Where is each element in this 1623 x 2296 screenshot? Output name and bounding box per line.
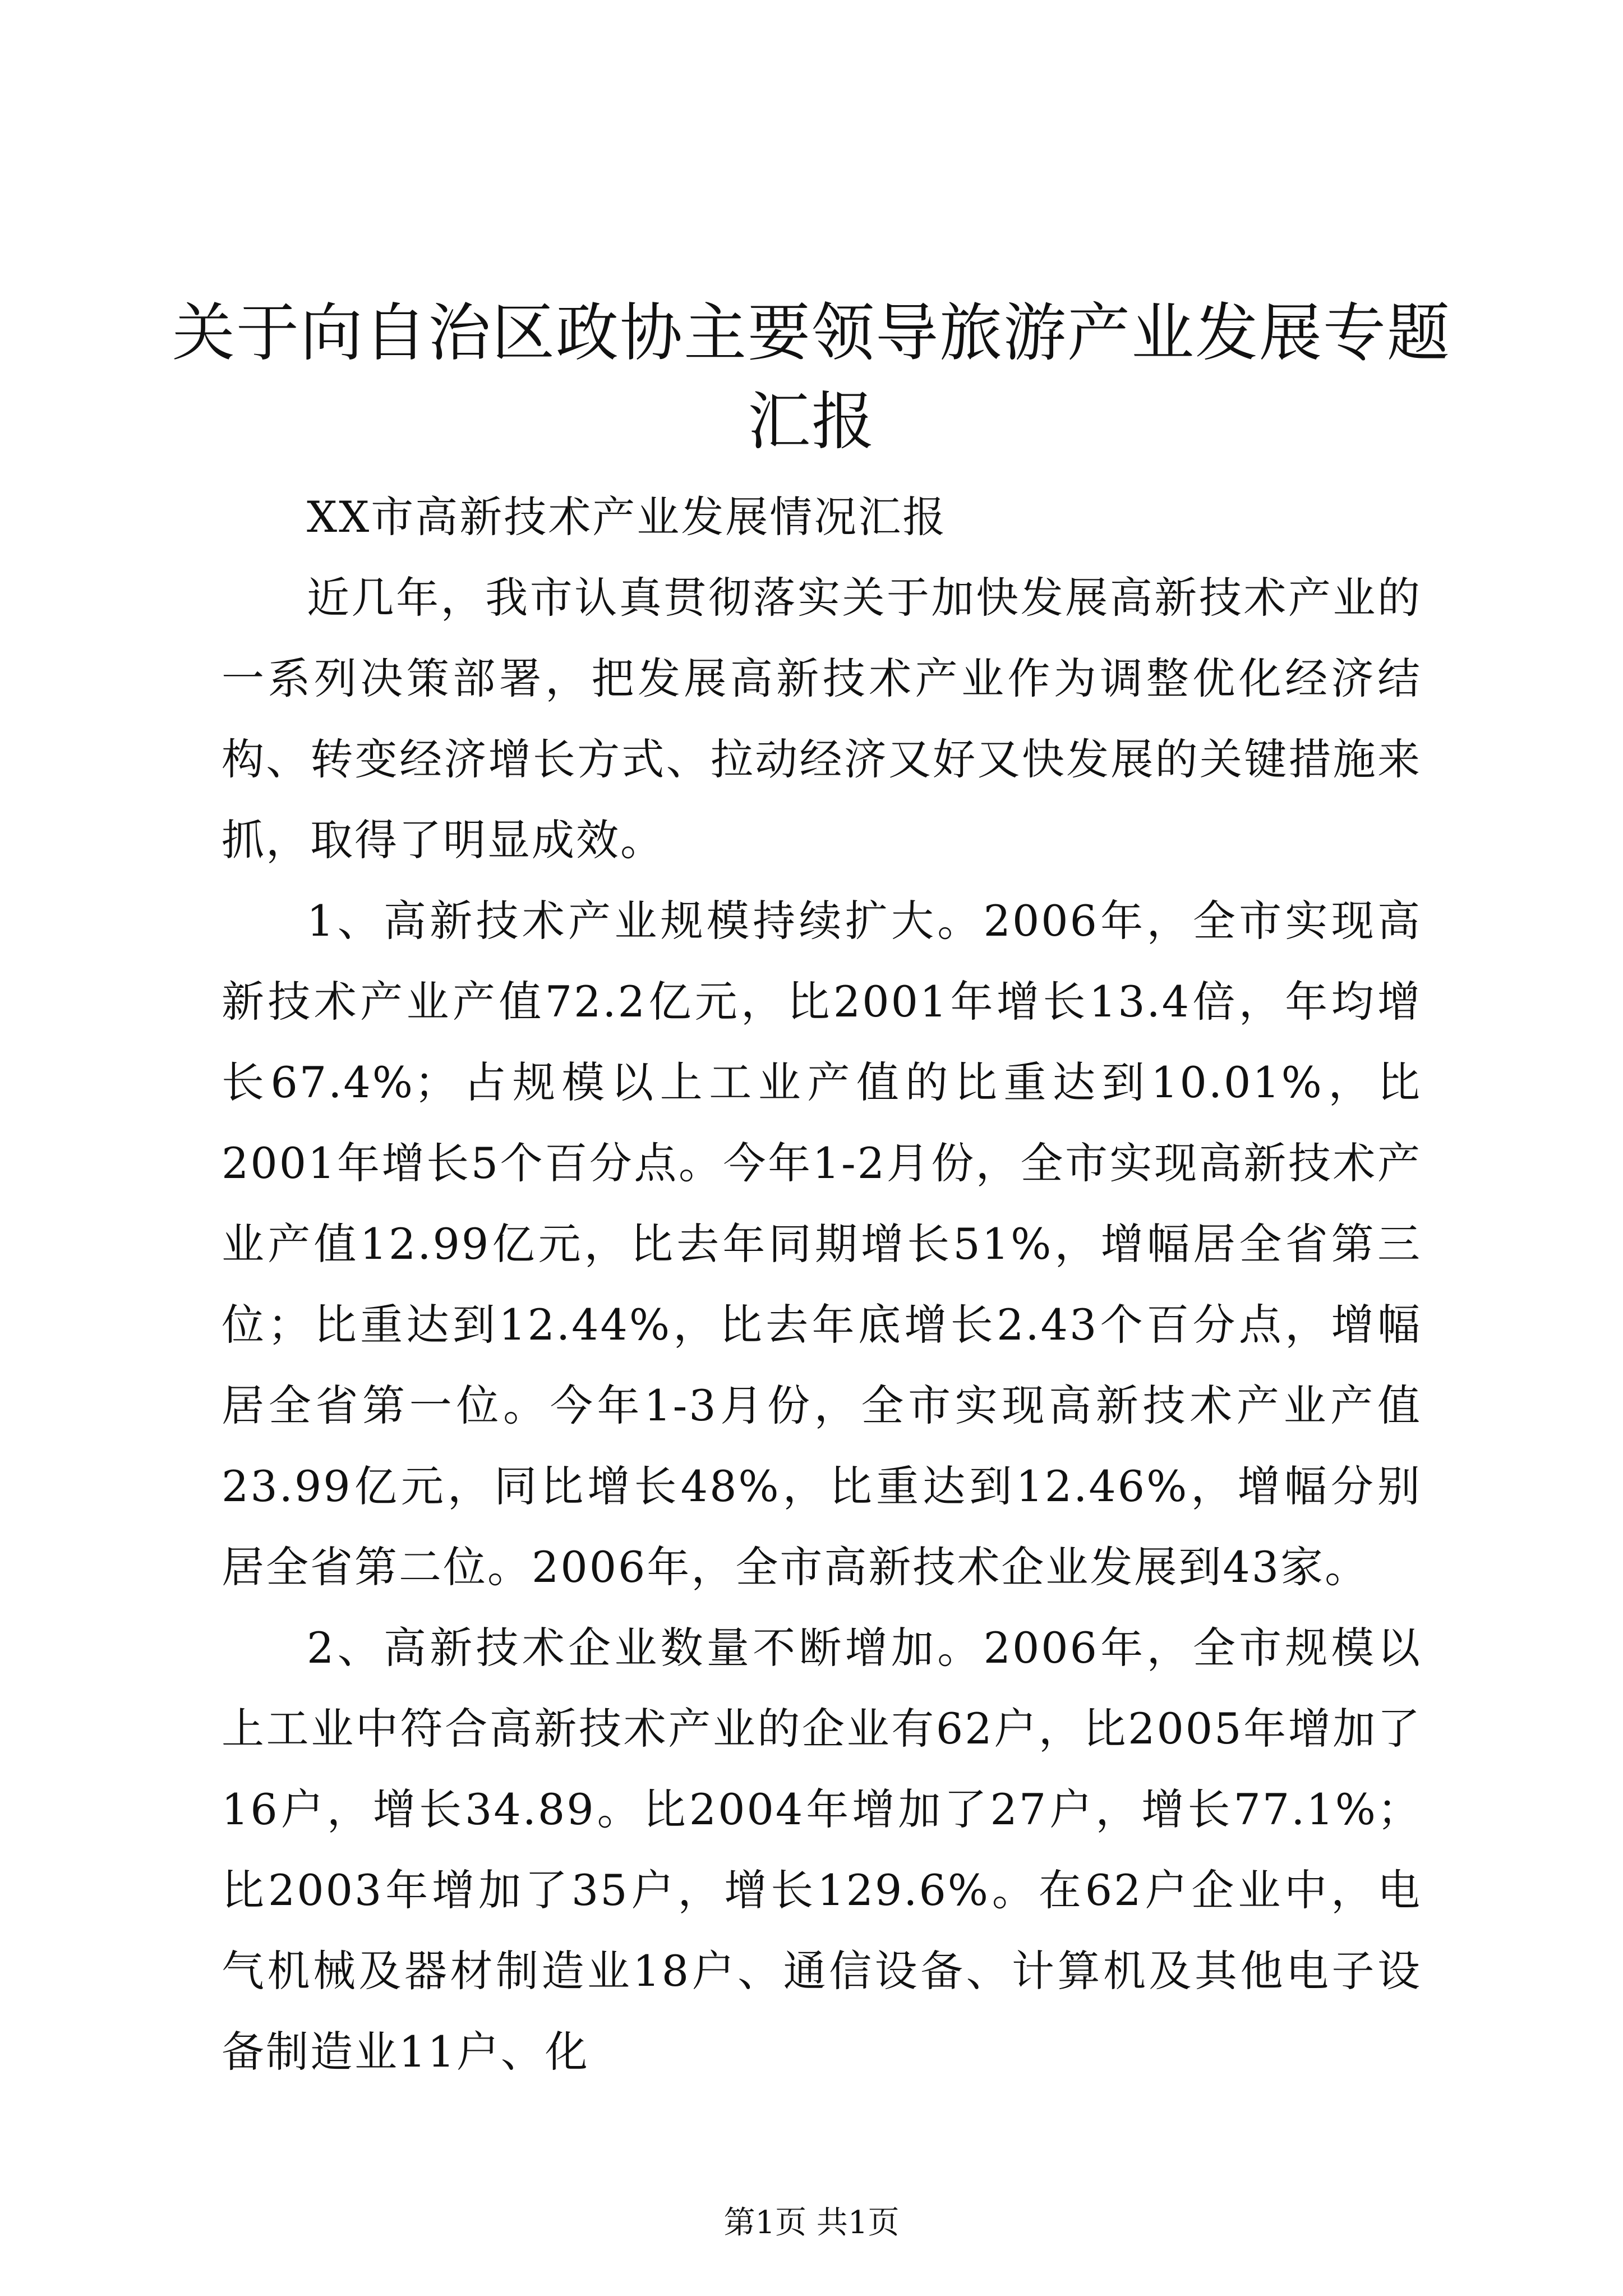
paragraph-enterprises: 2、高新技术企业数量不断增加。2006年，全市规模以上工业中符合高新技术产业的企业有62户，比2005年增加了16户，增长34.89。比2004年增加了27户，增长77.1%；比2003年增加了35户，增长129.6%。在62户企业中，电气机械及器材制造业18户、通信设备、计算机及其他电子设备制造业11户、化	[222, 1623, 1422, 2077]
document-body	[222, 477, 1422, 2092]
paragraph-scale: 1、高新技术产业规模持续扩大。2006年，全市实现高新技术产业产值72.2亿元，比2001年增长13.4倍，年均增长67.4%；占规模以上工业产值的比重达到10.01%，比2001年增长5个百分点。今年1-2月份，全市实现高新技术产业产值12.99亿元，比去年同期增长51%，增幅居全省第三位；比重达到12.44%，比去年底增长2.43个百分点，增幅居全省第一位。今年1-3月份，全市实现高新技术产业产值23.99亿元，同比增长48%，比重达到12.46%，增幅分别居全省第二位。2006年，全市高新技术企业发展到43家。	[222, 896, 1422, 1592]
page-number-footer: 第1页 共1页	[723, 2205, 900, 2241]
document-title: 关于向自治区政协主要领导旅游产业发展专题汇报	[172, 297, 1451, 459]
document-subtitle: XX市高新技术产业发展情况汇报	[307, 492, 947, 542]
paragraph-intro: 近几年，我市认真贯彻落实关于加快发展高新技术产业的一系列决策部署，把发展高新技术产业作为调整优化经济结构、转变经济增长方式、拉动经济又好又快发展的关键措施来抓，取得了明显成效。	[222, 573, 1422, 865]
